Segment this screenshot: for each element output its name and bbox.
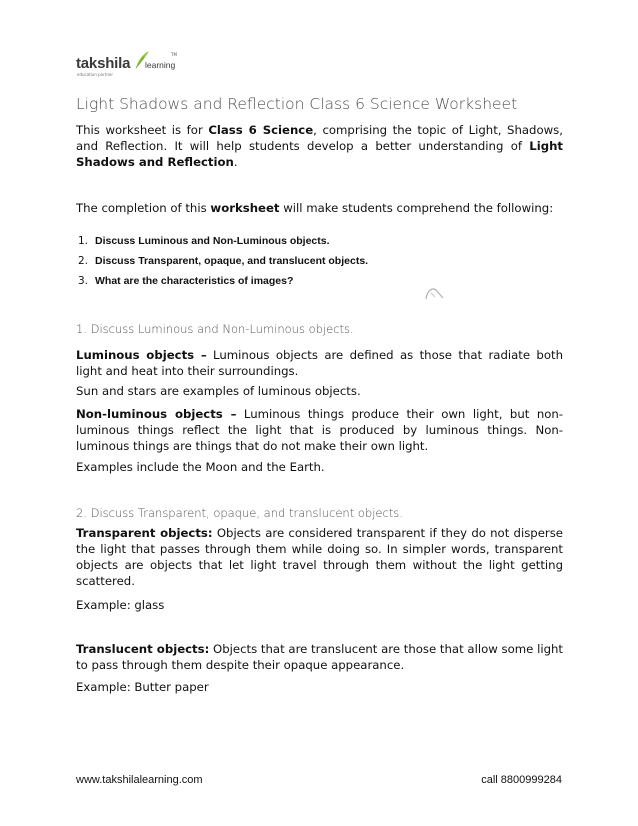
list-item-text: Discuss Transparent, opaque, and translucent objects. xyxy=(95,255,369,267)
luminous-examples: Sun and stars are examples of luminous objects. xyxy=(76,384,361,398)
completion-text-2: will make students comprehend the following: xyxy=(279,201,554,215)
list-item-number: 3. xyxy=(78,275,89,287)
page-title: Light Shadows and Reflection Class 6 Science Worksheet xyxy=(76,95,518,113)
logo-brand-primary: takshila xyxy=(76,55,131,72)
objectives-list xyxy=(76,231,563,291)
completion-text-1: The completion of this xyxy=(76,201,211,215)
intro-bold-1: Class 6 Science xyxy=(208,123,314,137)
translucent-example: Example: Butter paper xyxy=(76,680,209,694)
section2-heading: 2. Discuss Transparent, opaque, and translucent objects. xyxy=(76,506,403,520)
footer-website: www.takshilalearning.com xyxy=(76,774,203,786)
completion-bold: worksheet xyxy=(210,201,280,215)
non-luminous-definition: Luminous things produce their own light, but non-luminous things reflect the light that is produced by luminous things. Non-luminous things are things that do not make their own light. xyxy=(76,407,563,453)
intro-bold-2: Light Shadows and Reflection xyxy=(76,139,563,169)
non-luminous-term: Non-luminous objects – xyxy=(76,407,237,421)
transparent-definition: Objects are considered transparent if they do not disperse the light that passes through them while doing so. In simpler words, transparent objects are objects that let light travel through them without the light getting scattered. xyxy=(76,526,563,588)
logo-brand-secondary: learning xyxy=(145,60,176,70)
luminous-definition: Luminous objects are defined as those that radiate both light and heat into their surroundings. xyxy=(76,348,563,378)
luminous-paragraph xyxy=(76,347,563,379)
list-item-text: What are the characteristics of images? xyxy=(95,275,294,287)
list-item-text: Discuss Luminous and Non-Luminous objects. xyxy=(95,235,330,247)
footer-phone: call 8800999284 xyxy=(481,774,562,786)
intro-text-3: . xyxy=(233,155,238,169)
takshila-logo xyxy=(76,50,186,82)
luminous-term: Luminous objects – xyxy=(76,348,207,362)
non-luminous-paragraph xyxy=(76,406,563,454)
intro-text-2: , comprising the topic of Light, Shadows, and Reflection. It will help students develop a better understanding of xyxy=(76,123,563,153)
translucent-term: Translucent objects: xyxy=(76,642,210,656)
completion-paragraph xyxy=(76,200,563,216)
transparent-paragraph xyxy=(76,525,563,589)
intro-text-1: This worksheet is for xyxy=(76,123,209,137)
pointer-cursor-icon xyxy=(424,285,446,301)
list-item-number: 1. xyxy=(78,235,89,247)
intro-paragraph xyxy=(76,122,563,170)
list-item xyxy=(76,271,563,291)
list-item xyxy=(76,251,563,271)
list-item-number: 2. xyxy=(78,255,89,267)
section1-heading: 1. Discuss Luminous and Non-Luminous objects. xyxy=(76,322,354,336)
non-luminous-examples: Examples include the Moon and the Earth. xyxy=(76,460,325,474)
logo-tm: TM xyxy=(171,52,177,57)
translucent-definition: Objects that are translucent are those that allow some light to pass through them despite their opaque appearance. xyxy=(76,642,563,672)
transparent-term: Transparent objects: xyxy=(76,526,213,540)
translucent-paragraph xyxy=(76,641,563,673)
transparent-example: Example: glass xyxy=(76,598,165,612)
logo-tagline: education partner xyxy=(77,72,113,77)
list-item xyxy=(76,231,563,251)
